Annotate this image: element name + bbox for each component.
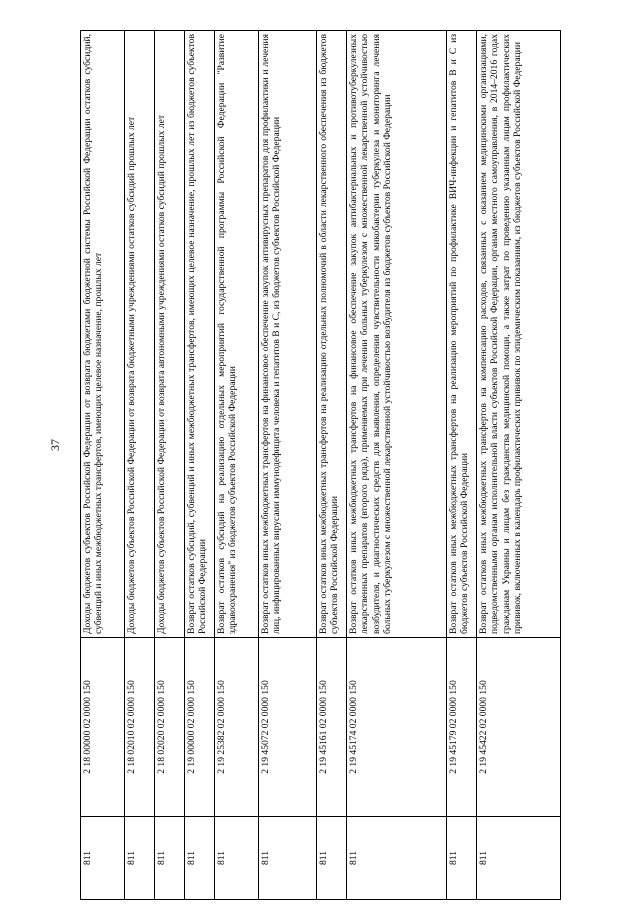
description-cell: Возврат остатков субсидий на реализацию отдельных мероприятий государственной программы Российской Федерации "Развитие здравоохранения" из бюджетов субъектов Российской Федерации (215, 31, 259, 638)
table-row (477, 31, 561, 900)
description-cell: Возврат остатков иных межбюджетных трансфертов на финансовое обеспечение закупок антивирусных препаратов для профилактики и лечения лиц, инфицированных вирусами иммунодефицита человека и гепатитов В и С, из бюджетов субъектов Российской Федерации (259, 31, 317, 638)
admin-code-cell: 811 (185, 817, 215, 900)
description-cell: Доходы бюджетов субъектов Российской Федерации от возврата бюджетами бюджетной системы Российской Федерации остатков субсидий, субвенций и иных межбюджетных трансфертов, имеющих целевое назначение, прошлых лет (81, 31, 125, 638)
table-row (259, 31, 317, 900)
admin-code-cell: 811 (317, 817, 347, 900)
admin-code-cell: 811 (125, 817, 155, 900)
table-row (317, 31, 347, 900)
admin-code-cell: 811 (259, 817, 317, 900)
table-row (81, 31, 125, 900)
table-row (347, 31, 447, 900)
admin-code-cell: 811 (477, 817, 561, 900)
budget-code-cell: 2 19 00000 02 0000 150 (185, 638, 215, 817)
budget-code-cell: 2 18 02020 02 0000 150 (155, 638, 185, 817)
description-cell: Возврат остатков иных межбюджетных трансфертов на компенсацию расходов, связанных с оказанием медицинскими организациями, подведомственными органам исполнительной власти субъектов Российской Федерации, органам местного самоуправления, в 2014–2016 годах гражданам Украины и лицам без гражданства медицинской помощи, а также затрат по проведению указанным лицам профилактических прививок, включенных в календарь профилактических прививок по эпидемическим показаниям, из бюджетов субъектов Российской Федерации (477, 31, 561, 638)
description-cell: Возврат остатков субсидий, субвенций и иных межбюджетных трансфертов, имеющих целевое назначение, прошлых лет из бюджетов субъектов Российской Федерации (185, 31, 215, 638)
page-number: 37 (48, 439, 62, 451)
budget-code-cell: 2 19 45072 02 0000 150 (259, 638, 317, 817)
table-row (155, 31, 185, 900)
budget-code-cell: 2 19 45179 02 0000 150 (447, 638, 477, 817)
admin-code-cell: 811 (81, 817, 125, 900)
budget-code-cell: 2 19 45161 02 0000 150 (317, 638, 347, 817)
budget-code-cell: 2 19 45422 02 0000 150 (477, 638, 561, 817)
description-cell: Доходы бюджетов субъектов Российской Федерации от возврата автономными учреждениями остатков субсидий прошлых лет (155, 31, 185, 638)
rotated-table-container (80, 30, 524, 900)
description-cell: Доходы бюджетов субъектов Российской Федерации от возврата бюджетными учреждениями остатков субсидий прошлых лет (125, 31, 155, 638)
admin-code-cell: 811 (215, 817, 259, 900)
budget-codes-table (80, 30, 561, 900)
budget-code-cell: 2 19 45174 02 0000 150 (347, 638, 447, 817)
table-row (185, 31, 215, 900)
budget-code-cell: 2 18 00000 02 0000 150 (81, 638, 125, 817)
admin-code-cell: 811 (347, 817, 447, 900)
description-cell: Возврат остатков иных межбюджетных трансфертов на реализацию мероприятий по профилактике ВИЧ-инфекции и гепатитов В и С из бюджетов субъектов Российской Федерации (447, 31, 477, 638)
table-row (125, 31, 155, 900)
table-row (215, 31, 259, 900)
description-cell: Возврат остатков иных межбюджетных трансфертов на реализацию отдельных полномочий в области лекарственного обеспечения из бюджетов субъектов Российской Федерации (317, 31, 347, 638)
budget-code-cell: 2 19 25382 02 0000 150 (215, 638, 259, 817)
admin-code-cell: 811 (447, 817, 477, 900)
admin-code-cell: 811 (155, 817, 185, 900)
table-row (447, 31, 477, 900)
description-cell: Возврат остатков иных межбюджетных трансфертов на финансовое обеспечение закупок антибактериальных и противотуберкулезных лекарственных препаратов (второго ряда), применяемых при лечении больных туберкулезом с множественной лекарственной устойчивостью возбудителя, и диагностических средств для выявления, определения чувствительности микобактерии туберкулеза и мониторинга лечения больных туберкулезом с множественной лекарственной устойчивостью возбудителя из бюджетов субъектов Российской Федерации (347, 31, 447, 638)
budget-code-cell: 2 18 02010 02 0000 150 (125, 638, 155, 817)
